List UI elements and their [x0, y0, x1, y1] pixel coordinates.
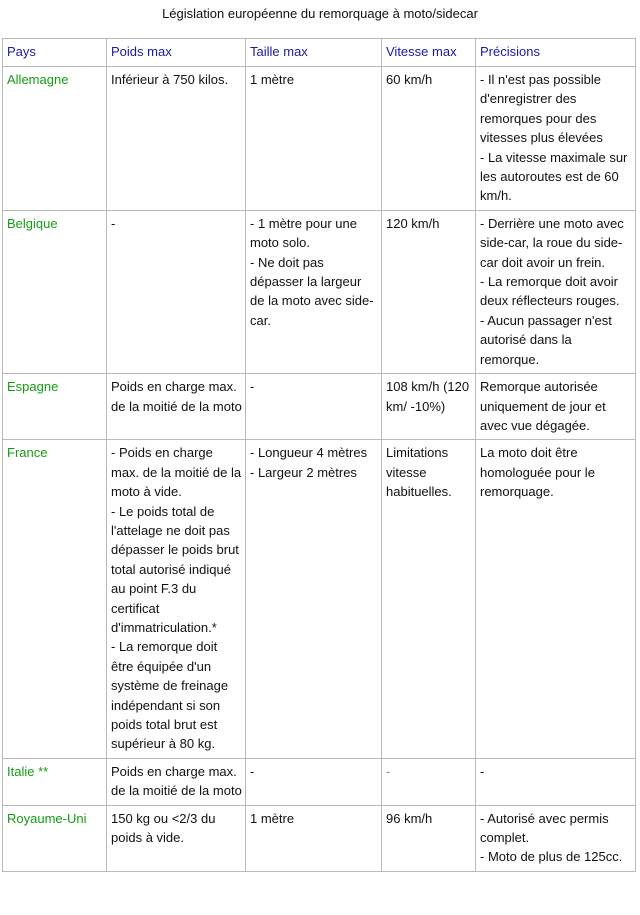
cell-line: - La remorque doit avoir deux réflecteurs rouges.: [480, 274, 622, 309]
header-weight: Poids max: [107, 39, 246, 67]
cell-weight: [107, 440, 246, 759]
table-row: [3, 805, 636, 871]
cell-weight: [107, 805, 246, 871]
cell-size: [246, 67, 382, 211]
cell-details: [476, 67, 636, 211]
cell-line: - Autorisé avec permis complet.: [480, 810, 613, 846]
cell-weight: [107, 374, 246, 440]
cell-line: Limitations vitesse habituelles.: [386, 445, 452, 500]
cell-details: [476, 758, 636, 805]
table-header-row: [3, 39, 636, 67]
header-country: Pays: [3, 39, 107, 67]
cell-line: - Ne doit pas dépasser la largeur de la moto avec side-car.: [250, 254, 374, 328]
table-row: [3, 440, 636, 759]
cell-line: 96 km/h: [386, 810, 433, 826]
cell-line: 120 km/h: [386, 215, 440, 231]
cell-size: [246, 440, 382, 759]
legislation-table: [2, 38, 636, 872]
cell-speed: [382, 758, 476, 805]
cell-speed: [382, 210, 476, 373]
cell-details: [476, 440, 636, 759]
cell-line: - Il n'est pas possible d'enregistrer des remorques pour des vitesses plus élevées: [480, 72, 605, 146]
cell-line: -: [386, 763, 391, 779]
cell-line: -: [250, 379, 255, 395]
table-row: [3, 374, 636, 440]
header-speed: Vitesse max: [382, 39, 476, 67]
cell-line: -: [480, 763, 485, 779]
cell-line: -: [111, 215, 116, 231]
cell-country: Italie **: [3, 758, 107, 805]
cell-line: - Derrière une moto avec side-car, la roue du side-car doit avoir un frein.: [480, 215, 628, 270]
cell-line: - Longueur 4 mètres: [250, 445, 368, 461]
cell-details: [476, 374, 636, 440]
cell-size: [246, 805, 382, 871]
cell-country: Allemagne: [3, 67, 107, 211]
cell-speed: [382, 374, 476, 440]
cell-line: 150 kg ou <2/3 du poids à vide.: [111, 810, 220, 846]
cell-line: 1 mètre: [250, 72, 295, 87]
cell-size: [246, 210, 382, 373]
table-row: [3, 67, 636, 211]
cell-country: Royaume-Uni: [3, 805, 107, 871]
table-row: [3, 758, 636, 805]
header-size: Taille max: [246, 39, 382, 67]
cell-line: - La vitesse maximale sur les autoroutes est de 60 km/h.: [480, 149, 632, 204]
header-details: Précisions: [476, 39, 636, 67]
cell-line: 108 km/h (120 km/ -10%): [386, 379, 473, 414]
cell-line: Remorque autorisée uniquement de jour et avec vue dégagée.: [480, 379, 610, 433]
cell-country: Belgique: [3, 210, 107, 373]
cell-line: Inférieur à 750 kilos.: [111, 72, 229, 87]
cell-line: 1 mètre: [250, 810, 295, 826]
table-row: [3, 210, 636, 373]
page-title: Législation européenne du remorquage à moto/sidecar: [162, 6, 478, 21]
cell-line: Poids en charge max. de la moitié de la moto: [111, 379, 242, 414]
cell-weight: [107, 210, 246, 373]
cell-details: [476, 805, 636, 871]
cell-line: - Le poids total de l'attelage ne doit pas dépasser le poids brut total autorisé indiqué au point F.3 du certificat d'immatriculation.*: [111, 503, 243, 635]
cell-details: [476, 210, 636, 373]
cell-weight: [107, 67, 246, 211]
cell-country: France: [3, 440, 107, 759]
cell-speed: [382, 67, 476, 211]
cell-line: - 1 mètre pour une moto solo.: [250, 215, 361, 251]
cell-line: - Moto de plus de 125cc.: [480, 849, 623, 865]
cell-size: [246, 758, 382, 805]
cell-line: Poids en charge max. de la moitié de la moto: [111, 763, 242, 799]
table-body: [3, 67, 636, 872]
cell-line: - Aucun passager n'est autorisé dans la remorque.: [480, 312, 616, 367]
cell-line: - La remorque doit être équipée d'un système de freinage indépendant si son poids total brut est supérieur à 80 kg.: [111, 639, 232, 752]
cell-line: - Largeur 2 mètres: [250, 464, 357, 480]
cell-weight: [107, 758, 246, 805]
cell-line: La moto doit être homologuée pour le remorquage.: [480, 445, 599, 500]
cell-line: - Poids en charge max. de la moitié de la moto à vide.: [111, 445, 245, 500]
cell-line: 60 km/h: [386, 72, 433, 87]
cell-speed: [382, 440, 476, 759]
cell-country: Espagne: [3, 374, 107, 440]
cell-speed: [382, 805, 476, 871]
cell-size: [246, 374, 382, 440]
cell-line: -: [250, 763, 255, 779]
